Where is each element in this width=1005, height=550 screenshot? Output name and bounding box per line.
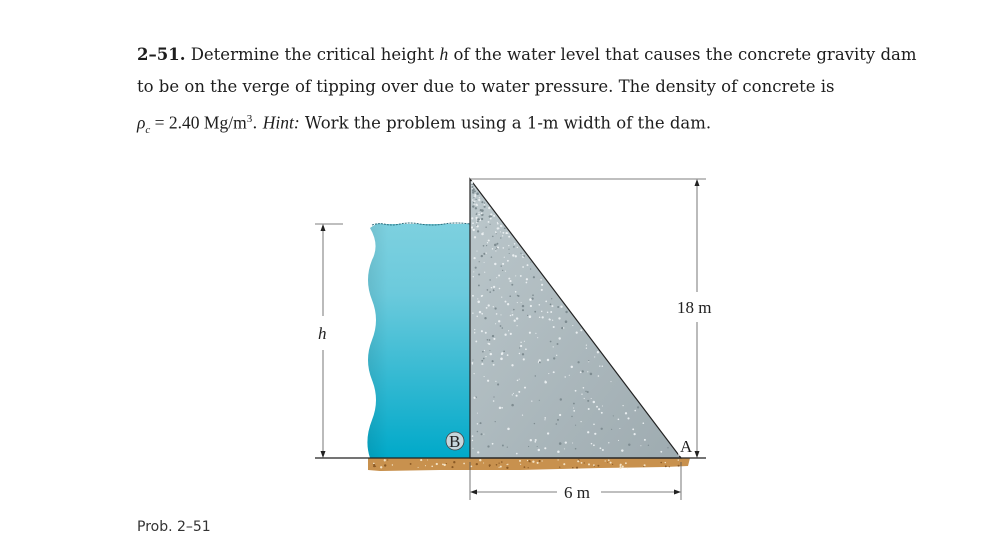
concrete-dam	[470, 179, 681, 458]
label-a: A	[680, 437, 693, 456]
variable-h: h	[439, 44, 449, 64]
density-exponent: 3	[246, 113, 253, 125]
hint-text: Work the problem using a 1-m width of the dam.	[304, 113, 712, 133]
density-value: = 2.40 Mg/m	[150, 112, 247, 133]
period: .	[252, 113, 258, 133]
figure-caption: Prob. 2–51	[137, 519, 211, 535]
rho-subscript: c	[145, 123, 151, 136]
label-h: h	[318, 324, 327, 343]
problem-line-2: to be on the verge of tipping over due to water pressure. The density of concrete is	[137, 77, 835, 96]
problem-text-1: Determine the critical height	[190, 45, 435, 64]
point-a	[678, 437, 693, 456]
label-6m: 6 m	[564, 483, 590, 502]
hint-label: Hint:	[262, 112, 300, 133]
problem-number: 2–51.	[137, 45, 186, 64]
ground	[368, 458, 690, 471]
label-18m: 18 m	[677, 298, 712, 317]
height-h-dimension	[315, 224, 343, 458]
problem-text-1b: of the water level that causes the concrete gravity dam	[453, 45, 917, 64]
rho-symbol: ρ	[137, 112, 146, 133]
label-b: B	[449, 432, 461, 451]
